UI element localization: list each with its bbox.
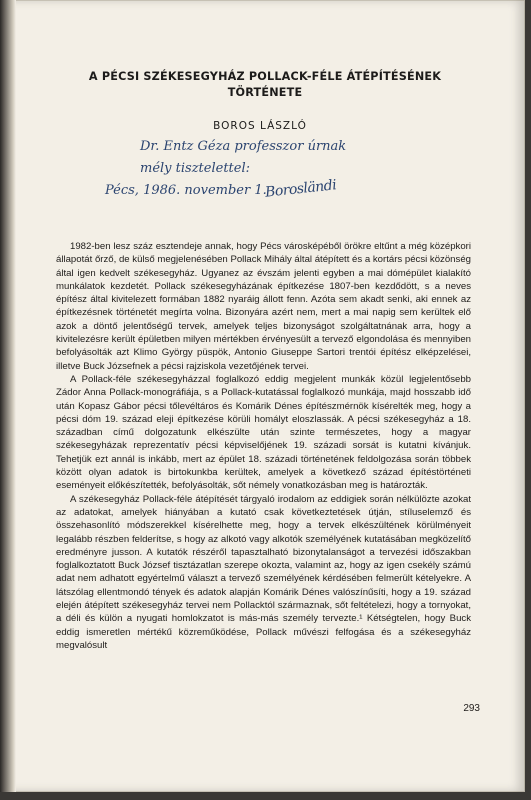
paragraph: A székesegyház Pollack-féle átépítését tárgyaló irodalom az eddigiek során nélkülözte azokat az adatokat, amelyek hiányában a kutató csak következtetések útján, stíluselemző és összehasonlító módszerekkel kísérelhette meg, hogy a tervek elkészültének körülményeit legalább részben felderítse, s hogy az alkotó vagy alkotók személyének kutatásában megközelítő eredményre jusson. A kutatók részéről tapasztalható bizonytalanságot a tervezési időszakban foglalkoztatott Buck József tisztázatlan szerepe okozta, valamint az, hogy az igen csekély számú adat nem adhatott egyértelmű választ a tervező személyének kérdésében felmerült kételyekre. A látszólag ellentmondó tények és adatok alapján Komárik Dénes valószínűsíti, hogy a 19. század elején átépített székesegyház tervei nem Pollacktól származnak, sőt feltételezi, hogy a tornyokat, a déli és külön a nyugati homlokzatot is más-más személy tervezte.¹ Kétségtelen, hogy Buck eddig ismeretlen mértékű közreműködése, Pollack művészi felfogása és a székesegyház megvalósult (56, 493, 471, 651)
handwritten-signature: Borosländi (264, 177, 337, 201)
page-number: 293 (463, 703, 480, 714)
author-name: BOROS LÁSZLÓ (213, 120, 307, 132)
article-title (60, 69, 470, 101)
paragraph: 1982-ben lesz száz esztendeje annak, hogy Pécs városképéből örökre eltűnt a még középkori állapotát őrző, de külső megjelenésében Pollack Mihály által átépített és a kortárs pécsi közönség által igen kedvelt székesegyház. Ugyanez az évszám jelenti egyben a mai dómépület kialakító munkálatok kezdetét. Pollack székesegyházának építkezése 1807-ben kezdődött, s a neves építész által kivitelezett formában 1882 nyaráig állott fenn. Azóta sem akadt senki, aki ennek az építkezésnek történetét megírta volna. Bizonyára azért nem, mert a mai napig sem kerültek elő azok a döntő jelentőségű tervek, amelyek teljes bizonyságot szolgáltatnának arra, hogy a kivitelezésre került épületben milyen mértékben érvényesült a tervező elgondolása és mennyiben befolyásolták azt Klimo György püspök, Antonio Giuseppe Sartori trentói építész elképzelései, illetve Buck Józsefnek a pécsi rajziskola vezetőjének tervei. (56, 241, 471, 372)
title-line-2: TÖRTÉNETE (227, 86, 303, 99)
article-body (56, 240, 471, 652)
paragraph: A Pollack-féle székesegyházzal foglalkozó eddig megjelent munkák közül legjelentősebb Zádor Anna Pollack-monográfiája, s a Pollack-kutatással foglalkozó munkája, majd hosszabb idő után Kopasz Gábor pécsi tőlevéltáros és Komárik Dénes építészmérnök kísérelték meg, hogy a pécsi dóm 19. század eleji építkezése körüli homályt eloszlassák. A pécsi székesegyház a 18. században című dolgozatunk elkészülte után szinte természetes, hogy a magyar székesegyházak reprezentatív pécsi képviselőjének 19. századi sorsát is kutatni kívánjuk. Tehetjük ezt annál is inkább, mert az épület 18. századi történetének feldolgozása során többek között olyan adatok is birtokunkba kerültek, amelyek a következő század építéstörténeti eseményeit előkészítették, befolyásolták, sőt némely vonatkozásban meg is határozták. (56, 373, 471, 492)
title-line-1: A PÉCSI SZÉKESEGYHÁZ POLLACK-FÉLE ÁTÉPÍTÉSÉNEK (88, 70, 442, 83)
dedication-line-1: Dr. Entz Géza professzor úrnak (140, 139, 347, 154)
page-gutter-shadow (0, 0, 16, 792)
dedication-line-2: mély tisztelettel: (140, 161, 251, 176)
dedication-line-3: Pécs, 1986. november 1. (105, 183, 267, 198)
